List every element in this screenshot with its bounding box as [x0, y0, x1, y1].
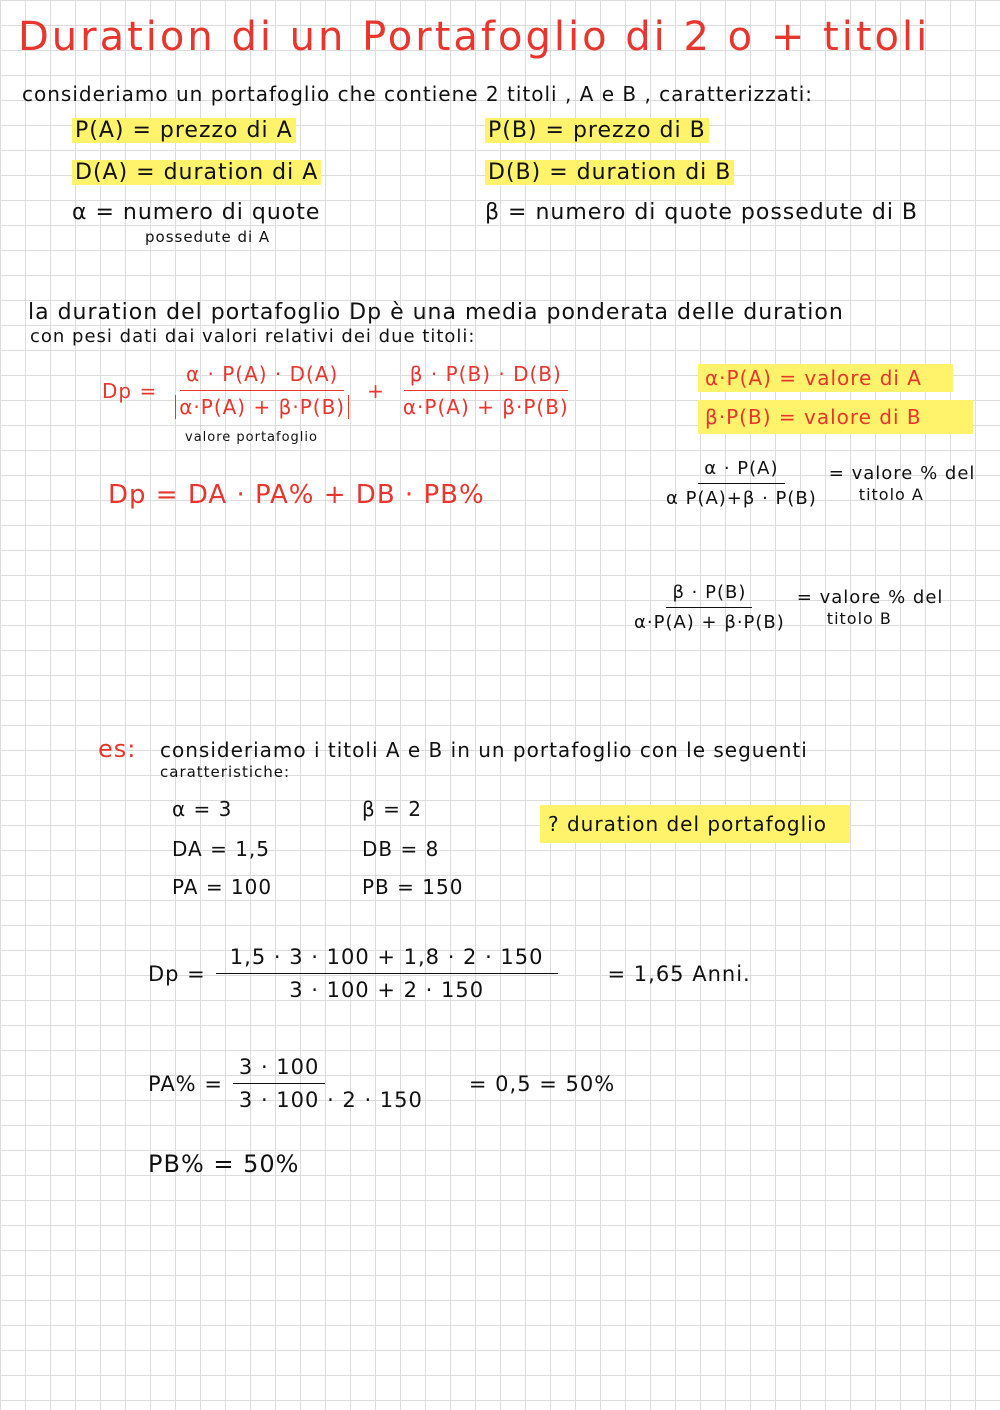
page-title: Duration di un Portafoglio di 2 o + titoli [18, 14, 931, 60]
value-a-note: α·P(A) = valore di A [705, 366, 922, 390]
percent-a-fraction [660, 458, 823, 509]
example-duration-a: DA = 1,5 [172, 837, 271, 861]
formula-fraction-a [169, 362, 355, 419]
percent-b-label-cont: titolo B [826, 608, 892, 628]
formula-plus: + [367, 378, 385, 403]
example-question: ? duration del portafoglio [548, 812, 827, 836]
example-alpha: α = 3 [172, 797, 233, 821]
definition-price-a: P(A) = prezzo di A [72, 118, 296, 143]
percent-a-label: = valore % del [828, 463, 976, 485]
calc-duration-fraction [216, 945, 558, 1002]
calc-duration [148, 945, 751, 1002]
example-beta: β = 2 [362, 797, 422, 821]
formula-numerator-a: α · P(A) · D(A) [180, 362, 344, 391]
calc-percent-a-numerator: 3 · 100 [233, 1055, 325, 1084]
formula-numerator-b: β · P(B) · D(B) [404, 362, 568, 391]
explanation-line-2: con pesi dati dai valori relativi dei due titoli: [30, 326, 476, 347]
duration-formula [102, 362, 575, 419]
value-b-note: β·P(B) = valore di B [705, 405, 922, 429]
definition-alpha-cont: possedute di A [145, 228, 271, 246]
percent-b-definition [628, 582, 943, 633]
formula-lhs: Dp = [102, 378, 158, 403]
definition-price-b: P(B) = prezzo di B [485, 118, 709, 143]
calc-percent-a [148, 1055, 615, 1112]
calc-percent-a-lhs: PA% = [148, 1071, 223, 1096]
calc-duration-result: = 1,65 Anni. [607, 961, 751, 986]
example-text-2: caratteristiche: [160, 763, 291, 781]
definition-alpha: α = numero di quote [72, 200, 321, 225]
intro-text: consideriamo un portafoglio che contiene 2 titoli , A e B , caratterizzati: [22, 82, 814, 106]
example-duration-b: DB = 8 [362, 837, 440, 861]
percent-a-definition [660, 458, 975, 509]
explanation-line-1: la duration del portafoglio Dp è una media ponderata delle duration [28, 300, 844, 325]
definition-duration-a: D(A) = duration di A [72, 160, 321, 185]
percent-b-numerator: β · P(B) [666, 582, 752, 608]
formula-denominator-a: α·P(A) + β·P(B) [175, 395, 349, 419]
calc-percent-b: PB% = 50% [148, 1150, 300, 1178]
calc-percent-a-fraction [233, 1055, 429, 1112]
formula-denominator-b: α·P(A) + β·P(B) [402, 395, 569, 419]
example-text-1: consideriamo i titoli A e B in un portafoglio con le seguenti [160, 738, 808, 762]
example-price-b: PB = 150 [362, 875, 464, 899]
formula-fraction-b [397, 362, 575, 419]
definition-duration-b: D(B) = duration di B [485, 160, 734, 185]
percent-a-denominator: α P(A)+β · P(B) [666, 488, 817, 509]
calc-percent-a-denominator: 3 · 100 · 2 · 150 [238, 1088, 423, 1112]
percent-a-label-cont: titolo A [858, 484, 924, 504]
underbrace-label: valore portafoglio [185, 430, 318, 445]
calc-percent-a-result: = 0,5 = 50% [468, 1071, 616, 1096]
definition-beta: β = numero di quote possedute di B [485, 200, 919, 225]
duration-formula-weighted: Dp = DA · PA% + DB · PB% [108, 480, 485, 510]
example-label: es: [98, 735, 137, 763]
example-price-a: PA = 100 [172, 875, 273, 899]
percent-a-numerator: α · P(A) [698, 458, 784, 484]
percent-b-denominator: α·P(A) + β·P(B) [634, 612, 785, 633]
calc-duration-lhs: Dp = [148, 961, 206, 986]
percent-b-fraction [628, 582, 791, 633]
calc-duration-numerator: 1,5 · 3 · 100 + 1,8 · 2 · 150 [216, 945, 558, 974]
calc-duration-denominator: 3 · 100 + 2 · 150 [289, 978, 485, 1002]
percent-b-label: = valore % del [796, 587, 944, 609]
